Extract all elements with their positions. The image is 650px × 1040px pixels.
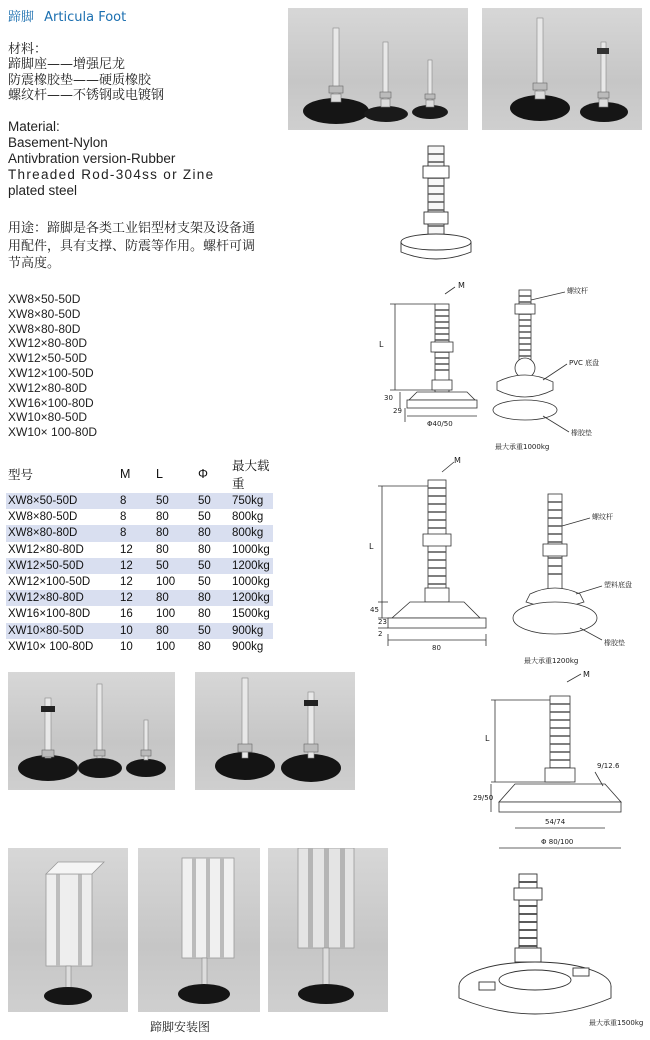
cell-phi: 80 [196, 525, 230, 541]
model-item: XW12×50-50D [8, 351, 88, 366]
tech-drawing-3 [455, 672, 645, 864]
cell-phi: 80 [198, 543, 211, 556]
d1-label-rod: 螺纹杆 [567, 287, 588, 295]
spec-header-row [6, 455, 273, 493]
table-row [6, 558, 273, 574]
cell-l: 50 [154, 493, 196, 509]
header-max-load: 最大载重 [232, 459, 270, 491]
product-photo-two-feet-2 [195, 672, 355, 790]
d2-label-dia: 80 [432, 644, 441, 652]
cell-m: 16 [120, 608, 133, 621]
table-row [6, 590, 273, 606]
title-en: Articula Foot [44, 10, 127, 25]
d2-label-l: L [369, 542, 374, 551]
table-row [6, 542, 273, 558]
cell-l: 80 [154, 623, 196, 639]
cell-m: 12 [118, 558, 154, 574]
table-row [6, 509, 273, 525]
cell-model: XW10×80-50D [6, 623, 118, 639]
cell-load: 750kg [230, 493, 273, 509]
cell-l: 80 [154, 525, 196, 541]
cell-l: 80 [156, 543, 169, 556]
table-row [6, 639, 273, 655]
cell-l: 80 [154, 590, 196, 606]
d1-label-h1: 30 [384, 394, 393, 402]
d2-label-base: 塑料底盘 [604, 581, 632, 589]
model-item: XW8×50-50D [8, 292, 81, 306]
material-cn-block [8, 42, 164, 104]
d2-label-h2: 23 [378, 618, 387, 626]
cell-l: 100 [156, 576, 176, 589]
model-item: XW10× 100-80D [8, 425, 98, 440]
d3-label-m: M [583, 670, 590, 679]
d2-label-h3: 2 [378, 630, 383, 638]
title-cn: 蹄脚 [8, 10, 35, 25]
cell-phi: 80 [198, 608, 211, 621]
tech-drawing-1 [375, 282, 645, 457]
cell-model: XW8×80-80D [6, 525, 118, 541]
table-row [6, 525, 273, 541]
material-en-block [8, 119, 214, 199]
install-caption: 蹄脚安装图 [150, 1020, 211, 1034]
cell-model: XW12×80-80D [8, 543, 84, 556]
table-row [6, 574, 273, 590]
cell-phi: 50 [198, 576, 211, 589]
table-row [6, 493, 273, 509]
install-photo-1 [8, 848, 128, 1012]
model-item: XW8×80-80D [8, 321, 81, 336]
cell-l: 80 [156, 511, 169, 524]
header-phi: Φ [198, 467, 208, 481]
cell-load: 800kg [230, 525, 273, 541]
model-item: XW12×80-80D [8, 380, 88, 395]
model-item: XW8×80-50D [8, 306, 81, 321]
cell-model: XW12×50-50D [6, 558, 118, 574]
cell-phi: 50 [196, 623, 230, 639]
d2-label-h1: 45 [370, 606, 379, 614]
cell-model: XW16×100-80D [8, 608, 91, 621]
cell-m: 10 [118, 623, 154, 639]
model-item: XW16×100-80D [8, 395, 94, 410]
material-en-line: plated steel [8, 183, 78, 198]
cell-load: 1500kg [232, 608, 270, 621]
cell-load: 1200kg [230, 590, 273, 606]
cell-m: 8 [118, 525, 154, 541]
d1-label-h2: 29 [393, 407, 402, 415]
d1-label-dia: Φ40/50 [427, 420, 453, 428]
material-en-line: Antivbration version-Rubber [8, 151, 176, 166]
cell-model: XW12×100-50D [8, 576, 91, 589]
material-en-heading: Material: [8, 119, 60, 134]
table-row [6, 623, 273, 639]
install-photo-2 [138, 848, 260, 1012]
product-photo-two-feet [482, 8, 642, 130]
cell-phi: 50 [196, 558, 230, 574]
usage-text: 用途：蹄脚是各类工业铝型材支架及设备通用配件，具有支撑、防震等作用。螺杆可调节高度。 [8, 221, 256, 271]
cell-load: 900kg [230, 623, 273, 639]
cell-load: 900kg [232, 640, 264, 653]
d1-max-load: 最大承重1000kg [495, 443, 550, 451]
header-m: M [120, 467, 131, 481]
foot-sketch-3d [395, 140, 505, 275]
page-title [8, 6, 126, 25]
cell-m: 12 [120, 576, 133, 589]
cell-m: 8 [120, 511, 127, 524]
model-list [8, 292, 97, 440]
cell-load: 1000kg [232, 543, 270, 556]
cell-l: 100 [156, 608, 176, 621]
cell-phi: 80 [198, 640, 211, 653]
d3-label-slot: 9/12.6 [597, 762, 620, 770]
material-cn-line: 防震橡胶垫——硬质橡胶 [8, 72, 152, 88]
cell-m: 8 [118, 493, 154, 509]
d3-label-inner: 54/74 [545, 818, 566, 826]
d1-label-m: M [458, 281, 465, 290]
d1-label-pad: 橡胶垫 [571, 429, 592, 437]
cell-m: 12 [120, 543, 133, 556]
tech-drawing-4 [455, 868, 645, 1034]
material-cn-line: 螺纹杆——不锈钢或电镀钢 [8, 88, 165, 104]
d2-label-m: M [454, 456, 461, 465]
cell-l: 100 [156, 640, 176, 653]
material-cn-heading: 材料： [8, 42, 48, 57]
spec-table [6, 455, 273, 655]
d1-label-base: PVC 底盘 [569, 359, 600, 367]
cell-phi: 50 [198, 511, 211, 524]
product-photo-three-feet-2 [8, 672, 175, 790]
cell-model: XW8×50-50D [6, 493, 118, 509]
cell-load: 1000kg [232, 576, 270, 589]
model-item: XW10×80-50D [8, 410, 88, 425]
cell-model: XW12×80-80D [6, 590, 118, 606]
d4-max-load: 最大承重1500kg [589, 1019, 644, 1027]
cell-load: 1200kg [230, 558, 273, 574]
table-row [6, 606, 273, 622]
header-model: 型号 [8, 468, 34, 482]
model-item: XW12×80-80D [8, 336, 88, 351]
d2-label-pad: 橡胶垫 [604, 639, 625, 647]
d2-label-rod: 螺纹杆 [592, 513, 613, 521]
d3-label-l: L [485, 734, 490, 743]
material-en-line: Threaded Rod-304ss or Zine [8, 167, 215, 182]
d1-label-l: L [379, 340, 384, 349]
d2-max-load: 最大承重1200kg [524, 657, 579, 665]
header-l: L [156, 467, 163, 481]
cell-model: XW10× 100-80D [8, 640, 94, 653]
cell-m: 10 [120, 640, 133, 653]
material-en-line: Basement-Nylon [8, 135, 108, 150]
model-item: XW12×100-50D [8, 365, 94, 380]
install-photo-3 [268, 848, 388, 1012]
material-cn-line: 蹄脚座——增强尼龙 [8, 57, 126, 73]
cell-load: 800kg [232, 511, 264, 524]
cell-phi: 80 [196, 590, 230, 606]
cell-l: 50 [154, 558, 196, 574]
d3-label-h1: 29/50 [473, 794, 494, 802]
product-photo-three-feet [288, 8, 468, 130]
tech-drawing-2 [370, 458, 645, 668]
cell-phi: 50 [196, 493, 230, 509]
cell-m: 12 [118, 590, 154, 606]
cell-model: XW8×80-50D [8, 511, 78, 524]
d3-label-dia: Φ 80/100 [541, 838, 574, 846]
